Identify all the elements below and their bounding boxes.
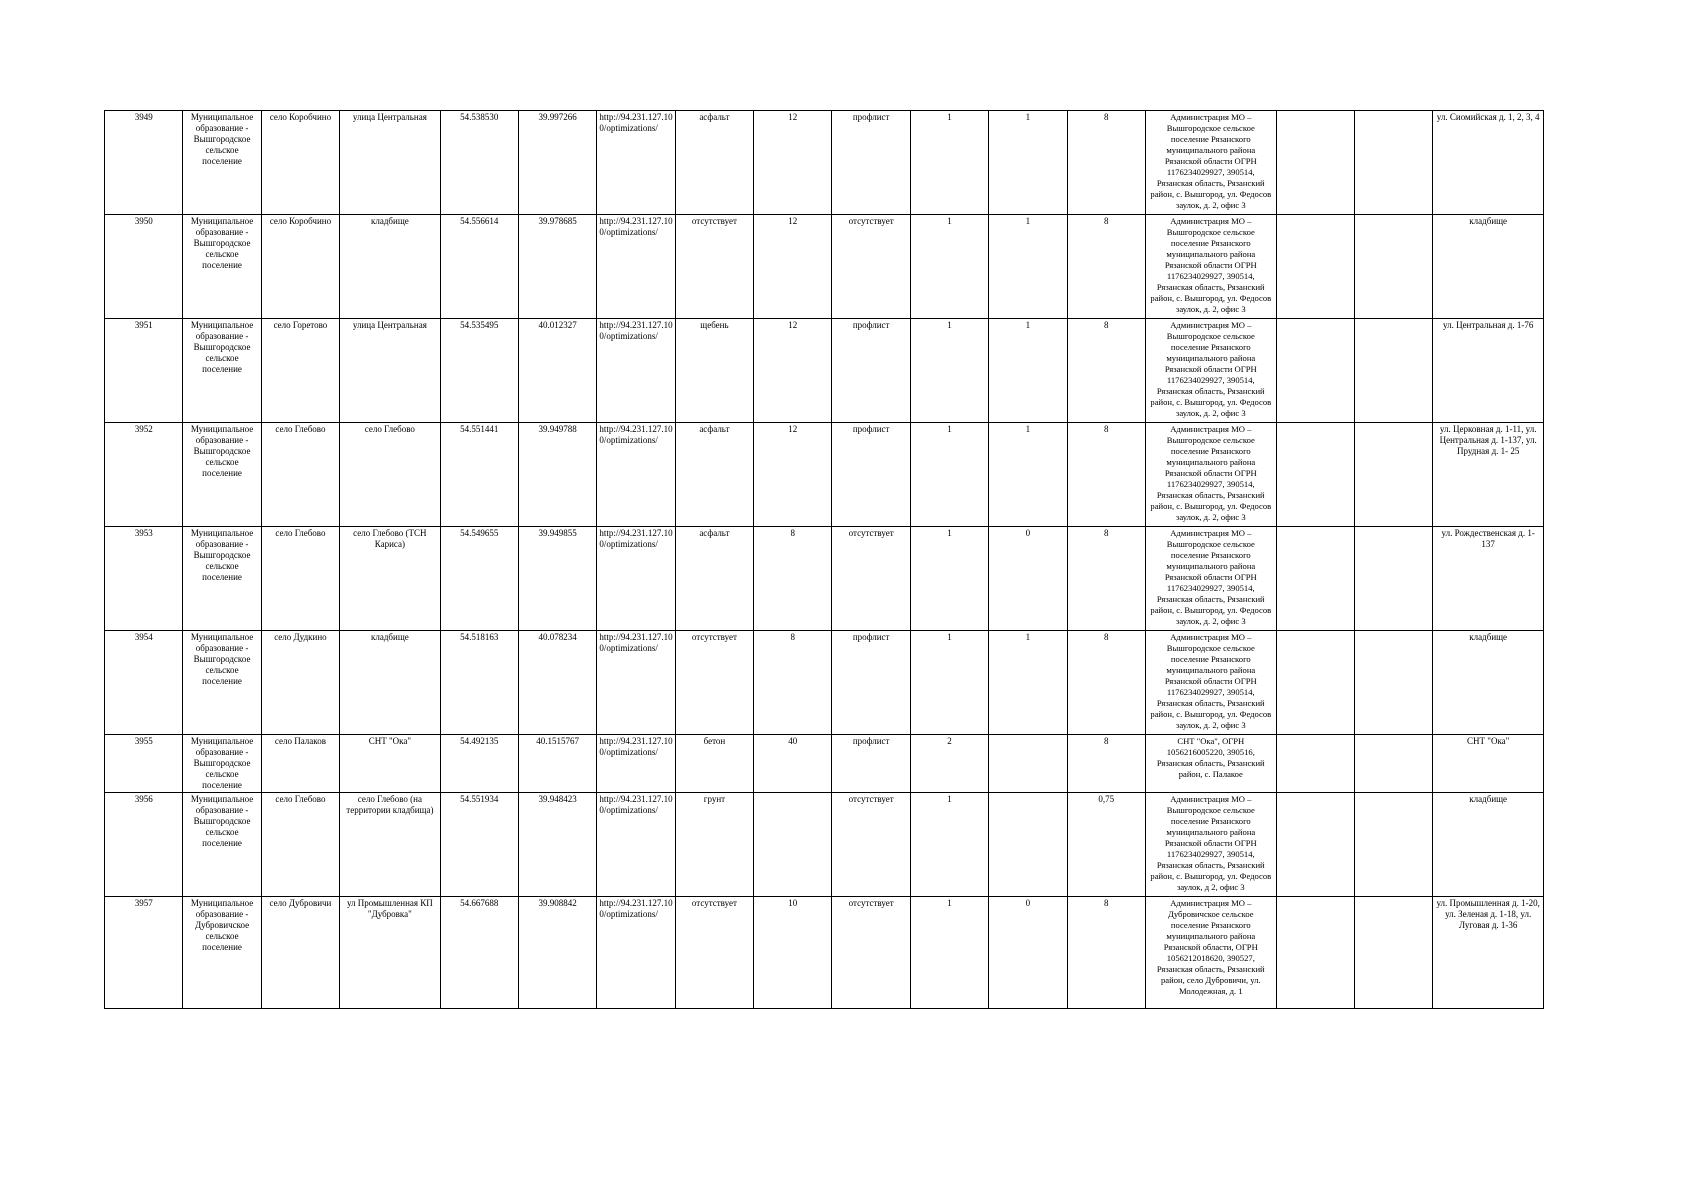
longitude-cell: 40.012327 [518,319,596,423]
owner-info-cell: Администрация МО – Вышгородское сельское поселение Рязанского муниципального района Рязанской области ОГРН 1176234029927, 390514, Рязанская область, Рязанский район, с. Вышгород, ул. Федосов заулок, д. 2, офис 3 [1145,631,1276,735]
bunker-count-cell: 0 [989,527,1067,631]
bunker-count-cell: 1 [989,215,1067,319]
empty-cell [1354,215,1432,319]
area-cell: 12 [754,215,832,319]
map-link-cell[interactable]: http://94.231.127.100/optimizations/ [597,423,675,527]
empty-cell [1276,897,1354,1009]
bunker-count-cell [989,735,1067,793]
surface-type-cell: щебень [675,319,753,423]
longitude-cell: 39.978685 [518,215,596,319]
record-number-cell: 3955 [105,735,183,793]
municipality-cell: Муниципальное образование - Вышгородское сельское поселение [183,319,261,423]
waste-sources-cell: кладбище [1433,215,1544,319]
waste-sources-cell: кладбище [1433,631,1544,735]
waste-sources-cell: СНТ "Ока" [1433,735,1544,793]
municipality-cell: Муниципальное образование - Вышгородское сельское поселение [183,793,261,897]
container-volume-cell: 8 [1067,897,1145,1009]
bunker-count-cell: 1 [989,319,1067,423]
container-count-cell: 1 [910,319,988,423]
latitude-cell: 54.538530 [440,111,518,215]
waste-sources-cell: ул. Промышленная д. 1-20, ул. Зеленая д. 1-18, ул. Луговая д. 1-36 [1433,897,1544,1009]
container-volume-cell: 0,75 [1067,793,1145,897]
container-count-cell: 1 [910,423,988,527]
location-cell: село Глебово [340,423,440,527]
container-count-cell: 1 [910,897,988,1009]
owner-info-cell: Администрация МО – Дубровичское сельское поселение Рязанского муниципального района Рязанской области, ОГРН 1056212018620, 390527, Рязанская область, Рязанский район, село Дубровичи, ул. Молодежная, д. 1 [1145,897,1276,1009]
record-number-cell: 3956 [105,793,183,897]
location-cell: улица Центральная [340,319,440,423]
table-row [105,423,1544,527]
waste-sources-cell: кладбище [1433,793,1544,897]
owner-info-cell: СНТ "Ока", ОГРН 1056216005220, 390516, Рязанская область, Рязанский район, с. Палакое [1145,735,1276,793]
empty-cell [1354,319,1432,423]
latitude-cell: 54.667688 [440,897,518,1009]
longitude-cell: 39.948423 [518,793,596,897]
surface-type-cell: асфальт [675,527,753,631]
latitude-cell: 54.549655 [440,527,518,631]
registry-table-body [105,111,1544,1009]
owner-info-cell: Администрация МО – Вышгородское сельское поселение Рязанского муниципального района Рязанской области ОГРН 1176234029927, 390514, Рязанская область, Рязанский район, с. Вышгород, ул. Федосов заулок, д. 2, офис 3 [1145,319,1276,423]
settlement-cell: село Глебово [261,527,339,631]
empty-cell [1354,793,1432,897]
fence-type-cell: профлист [832,735,910,793]
surface-type-cell: асфальт [675,111,753,215]
fence-type-cell: профлист [832,319,910,423]
map-link-cell[interactable]: http://94.231.127.100/optimizations/ [597,897,675,1009]
municipality-cell: Муниципальное образование - Вышгородское сельское поселение [183,423,261,527]
settlement-cell: село Глебово [261,423,339,527]
fence-type-cell: отсутствует [832,215,910,319]
table-row [105,897,1544,1009]
surface-type-cell: отсутствует [675,215,753,319]
area-cell: 8 [754,527,832,631]
container-count-cell: 1 [910,527,988,631]
area-cell: 8 [754,631,832,735]
surface-type-cell: асфальт [675,423,753,527]
area-cell: 12 [754,111,832,215]
surface-type-cell: отсутствует [675,897,753,1009]
longitude-cell: 39.949855 [518,527,596,631]
owner-info-cell: Администрация МО – Вышгородское сельское поселение Рязанского муниципального района Рязанской области ОГРН 1176234029927, 390514, Рязанская область, Рязанский район, с. Вышгород, ул. Федосов заулок, д. 2, офис 3 [1145,215,1276,319]
longitude-cell: 39.949788 [518,423,596,527]
map-link-cell[interactable]: http://94.231.127.100/optimizations/ [597,631,675,735]
settlement-cell: село Палаков [261,735,339,793]
settlement-cell: село Горетово [261,319,339,423]
owner-info-cell: Администрация МО – Вышгородское сельское поселение Рязанского муниципального района Рязанской области ОГРН 1176234029927, 390514, Рязанская область, Рязанский район, с. Вышгород, ул. Федосов заулок, д. 2, офис 3 [1145,111,1276,215]
municipality-cell: Муниципальное образование - Вышгородское сельское поселение [183,111,261,215]
empty-cell [1354,527,1432,631]
empty-cell [1276,793,1354,897]
container-volume-cell: 8 [1067,423,1145,527]
container-volume-cell: 8 [1067,319,1145,423]
bunker-count-cell [989,793,1067,897]
table-row [105,527,1544,631]
municipality-cell: Муниципальное образование - Вышгородское сельское поселение [183,631,261,735]
bunker-count-cell: 1 [989,423,1067,527]
record-number-cell: 3953 [105,527,183,631]
container-volume-cell: 8 [1067,631,1145,735]
latitude-cell: 54.551934 [440,793,518,897]
area-cell: 10 [754,897,832,1009]
surface-type-cell: бетон [675,735,753,793]
waste-sources-cell: ул. Рождественская д. 1-137 [1433,527,1544,631]
location-cell: село Глебово (на территории кладбища) [340,793,440,897]
bunker-count-cell: 0 [989,897,1067,1009]
latitude-cell: 54.556614 [440,215,518,319]
latitude-cell: 54.535495 [440,319,518,423]
empty-cell [1276,527,1354,631]
record-number-cell: 3950 [105,215,183,319]
fence-type-cell: отсутствует [832,793,910,897]
fence-type-cell: профлист [832,111,910,215]
bunker-count-cell: 1 [989,631,1067,735]
waste-sources-cell: ул. Центральная д. 1-76 [1433,319,1544,423]
container-volume-cell: 8 [1067,735,1145,793]
table-row [105,111,1544,215]
surface-type-cell: отсутствует [675,631,753,735]
map-link-cell[interactable]: http://94.231.127.100/optimizations/ [597,319,675,423]
surface-type-cell: грунт [675,793,753,897]
container-count-cell: 1 [910,111,988,215]
empty-cell [1276,215,1354,319]
empty-cell [1354,631,1432,735]
container-volume-cell: 8 [1067,111,1145,215]
empty-cell [1276,319,1354,423]
latitude-cell: 54.518163 [440,631,518,735]
record-number-cell: 3949 [105,111,183,215]
map-link-cell[interactable]: http://94.231.127.100/optimizations/ [597,215,675,319]
container-count-cell: 2 [910,735,988,793]
table-row [105,735,1544,793]
container-volume-cell: 8 [1067,527,1145,631]
area-cell: 12 [754,423,832,527]
empty-cell [1354,897,1432,1009]
container-count-cell: 1 [910,793,988,897]
empty-cell [1276,111,1354,215]
record-number-cell: 3957 [105,897,183,1009]
table-row [105,631,1544,735]
area-cell [754,793,832,897]
fence-type-cell: отсутствует [832,897,910,1009]
municipality-cell: Муниципальное образование - Дубровичское сельское поселение [183,897,261,1009]
container-volume-cell: 8 [1067,215,1145,319]
map-link-cell[interactable]: http://94.231.127.100/optimizations/ [597,527,675,631]
municipality-cell: Муниципальное образование - Вышгородское сельское поселение [183,527,261,631]
empty-cell [1354,735,1432,793]
owner-info-cell: Администрация МО – Вышгородское сельское поселение Рязанского муниципального района Рязанской области ОГРН 1176234029927, 390514, Рязанская область, Рязанский район, с. Вышгород, ул. Федосов заулок, д 2, офис 3 [1145,793,1276,897]
waste-sources-cell: ул. Сиомийская д. 1, 2, 3, 4 [1433,111,1544,215]
table-row [105,319,1544,423]
latitude-cell: 54.551441 [440,423,518,527]
longitude-cell: 40.1515767 [518,735,596,793]
record-number-cell: 3952 [105,423,183,527]
fence-type-cell: профлист [832,423,910,527]
empty-cell [1276,631,1354,735]
longitude-cell: 40.078234 [518,631,596,735]
settlement-cell: село Коробчино [261,111,339,215]
map-link-cell[interactable]: http://94.231.127.100/optimizations/ [597,735,675,793]
municipality-cell: Муниципальное образование - Вышгородское сельское поселение [183,735,261,793]
location-cell: село Глебово (ТСН Кариса) [340,527,440,631]
container-count-cell: 1 [910,215,988,319]
longitude-cell: 39.908842 [518,897,596,1009]
location-cell: улица Центральная [340,111,440,215]
area-cell: 12 [754,319,832,423]
fence-type-cell: профлист [832,631,910,735]
waste-sources-cell: ул. Церковная д. 1-11, ул. Центральная д. 1-137, ул. Прудная д. 1- 25 [1433,423,1544,527]
map-link-cell[interactable]: http://94.231.127.100/optimizations/ [597,111,675,215]
settlement-cell: село Коробчино [261,215,339,319]
table-row [105,793,1544,897]
empty-cell [1354,423,1432,527]
settlement-cell: село Дудкино [261,631,339,735]
settlement-cell: село Глебово [261,793,339,897]
fence-type-cell: отсутствует [832,527,910,631]
owner-info-cell: Администрация МО – Вышгородское сельское поселение Рязанского муниципального района Рязанской области ОГРН 1176234029927, 390514, Рязанская область, Рязанский район, с. Вышгород, ул. Федосов заулок, д. 2, офис 3 [1145,527,1276,631]
location-cell: СНТ "Ока" [340,735,440,793]
bunker-count-cell: 1 [989,111,1067,215]
location-cell: кладбище [340,215,440,319]
owner-info-cell: Администрация МО – Вышгородское сельское поселение Рязанского муниципального района Рязанской области ОГРН 1176234029927, 390514, Рязанская область, Рязанский район, с. Вышгород, ул. Федосов заулок, д. 2, офис 3 [1145,423,1276,527]
record-number-cell: 3954 [105,631,183,735]
longitude-cell: 39.997266 [518,111,596,215]
location-cell: кладбище [340,631,440,735]
empty-cell [1354,111,1432,215]
municipality-cell: Муниципальное образование - Вышгородское сельское поселение [183,215,261,319]
record-number-cell: 3951 [105,319,183,423]
container-count-cell: 1 [910,631,988,735]
settlement-cell: село Дубровичи [261,897,339,1009]
table-row [105,215,1544,319]
latitude-cell: 54.492135 [440,735,518,793]
area-cell: 40 [754,735,832,793]
empty-cell [1276,735,1354,793]
location-cell: ул Промышленная КП "Дубровка" [340,897,440,1009]
registry-table [104,110,1544,1009]
empty-cell [1276,423,1354,527]
map-link-cell[interactable]: http://94.231.127.100/optimizations/ [597,793,675,897]
